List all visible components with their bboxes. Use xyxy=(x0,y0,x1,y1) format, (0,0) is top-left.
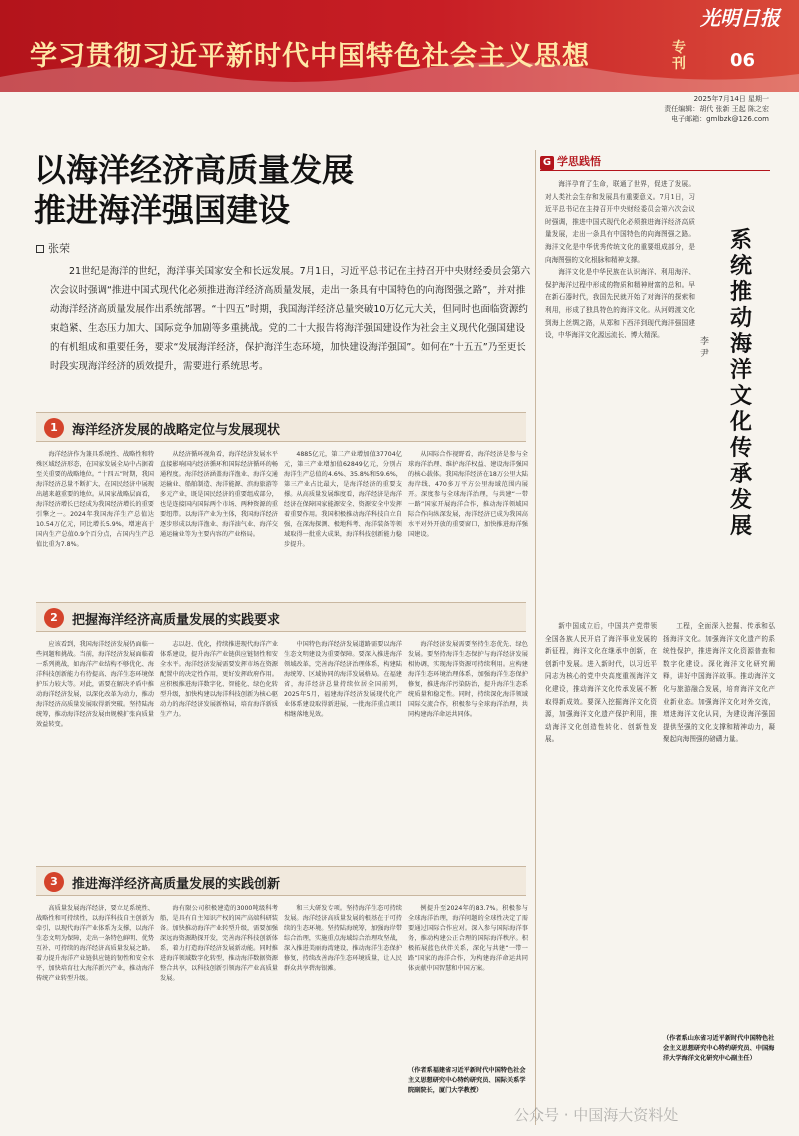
section-1-column-1: 海洋经济作为兼具系统性、战略性和特殊区域经济形态，在国家发展全局中占据着至关重要的战略地位。“十四五”时期，我国海洋经济总量不断扩大，在国民经济中展现出越来越重要的地位。从国家战略层面看，海洋经济增长已经成为我国经济增长的重要引擎之一。2024年我国海洋生产总值达10.54万亿元，同比增长5.9%，增速高于国内生产总值0.9个百分点，占国内生产总值比重为7.8%。 xyxy=(36,451,154,548)
section-3-number: 3 xyxy=(44,872,64,892)
sidebar-column-c: 新中国成立后，中国共产党带领全国各族人民开启了海洋事业发展的新征程，海洋文化在继承中创新，在创新中发展。进入新时代，以习近平同志为核心的党中央高度重视海洋文化建设，推动海洋文化传承发展不断取得新成效。要深入挖掘海洋文化资源，加强海洋文化遗产保护利用，推动海洋文化创造性转化、创新性发展。 xyxy=(545,622,657,744)
watermark: 公众号 · 中国海大资料处 xyxy=(514,1106,679,1124)
sidebar-column-d: 工程，全面深入挖掘、传承和弘扬海洋文化。加强海洋文化遗产的系统性保护，推进海洋文化资源普查和数字化建设。深化海洋文化研究阐释，讲好中国海洋故事。推动海洋文化与旅游融合发展，培育海洋文化产业新业态。加强海洋文化对外交流，增进海洋文化认同，为建设海洋强国提供坚强的文化支撑和精神动力，凝聚起向海图强的磅礴力量。 xyxy=(663,622,775,744)
page-number: 06 xyxy=(730,50,756,71)
section-2-column-4: 海洋经济发展需要坚持生态优先、绿色发展。要坚持海洋生态保护与海洋经济发展相协调，实现海洋资源可持续利用。应构建海洋生态环境治理体系，加强海洋生态保护修复，推进海洋污染防治，提升海洋生态系统质量和稳定性。同时，持续深化海洋领域国际交流合作，积极参与全球海洋治理，共同构建海洋命运共同体。 xyxy=(408,641,528,718)
sidebar-column-a: 海洋孕育了生命，联通了世界，促进了发展。对人类社会生存和发展具有重要意义。7月1日，习近平总书记在主持召开中央财经委员会第六次会议时强调，推进中国式现代化必须推进海洋经济高质量发展，走出一条具有中国特色的向海图强之路。海洋文化是中华优秀传统文化的重要组成部分，是向海图强的文化根脉和精神支撑。 海洋文化是中华民族在认识海洋、利用海洋、保护海洋过程中形成的物质和精神财富的总和。早在新石器时代，我国先民就开始了对海洋的探索和利用，形成了独具特色的海洋文化。从河姆渡文化到海上丝绸之路，从郑和下西洋到现代海洋强国建设，中华海洋文化源远流长、博大精深。 xyxy=(545,180,695,340)
section-3-column-1: 高质量发展海洋经济，要立足系统性、战略性和可持续性，以海洋科技自主创新为牵引，以现代海洋产业体系为支撑，以海洋生态文明为保障，走出一条特色鲜明、优势互补、可持续的海洋经济高质量发展之路。着力提升海洋产业链供应链的韧性和安全水平，加快培育壮大海洋新兴产业，推动海洋传统产业转型升级。 xyxy=(36,905,154,982)
article-author-note: （作者系福建省习近平新时代中国特色社会主义思想研究中心特约研究员、国际关系学院副院长，厦门大学教授） xyxy=(408,1067,526,1094)
masthead-special-label: 专刊 xyxy=(672,40,686,72)
byline-author: 张荣 xyxy=(48,242,70,255)
section-2-column-3: 中国特色海洋经济发展道路需要以海洋生态文明建设为重要保障。要深入推进海洋领域改革，完善海洋经济治理体系，构建陆海统筹、区域协同的海洋发展格局。在福建省，海洋经济总量持续位居全国前列，2025年5月，福建海洋经济发展现代化产业体系建设取得新进展，一批海洋重点项目相继落地见效。 xyxy=(284,641,402,718)
section-3-title: 推进海洋经济高质量发展的实践创新 xyxy=(72,877,281,892)
editor-line: 责任编辑：胡代 张新 王起 陈之宏 xyxy=(664,105,769,113)
section-1-column-3: 4885亿元，第二产业增加值37704亿元，第三产业增加值62849亿元，分别占海洋生产总值的4.6%、35.8%和59.6%，第三产业占比最大，是海洋经济的重要支撑。从高质量发展维度看，海洋经济是海洋经济在保障国家能源安全、资源安全中发挥着重要作用。我国积极推动海洋科技自立自强，在深海探测、极地科考、海洋装备等领域取得一批重大成果，海洋科技创新能力稳步提升。 xyxy=(284,451,402,548)
section-2-column-1: 应该看到，我国海洋经济发展仍面临一些问题和挑战。当前，海洋经济发展面临着一系列挑战，如海洋产业结构不够优化、海洋科技创新能力有待提高、海洋生态环境保护压力较大等。对此，需要在解决矛盾中推动海洋经济发展，以深化改革为动力，推动海洋经济高质量发展取得新突破。坚持陆海统筹，推动海洋经济发展由规模扩张向质量效益转变。 xyxy=(36,641,154,728)
section-1-column-2: 从经济循环视角看，海洋经济发展水平直接影响国内经济循环和国际经济循环的畅通程度。海洋经济涵盖海洋渔业、海洋交通运输业、船舶制造、海洋能源、滨海旅游等多元产业，既是国民经济的重要组成部分，也是连接国内国际两个市场、两种资源的重要纽带。以海洋产业为主体，我国海洋经济逐步形成以海洋渔业、海洋油气业、海洋交通运输业等为主要内容的产业格局。 xyxy=(160,451,278,538)
sidebar-tag-icon: G xyxy=(540,156,554,170)
sidebar-title: 系统推动海洋文化传承发展 xyxy=(729,228,752,539)
section-1-column-4: 从国际合作视野看，海洋经济是参与全球海洋治理、维护海洋权益、建设海洋强国的核心载体。我国海洋经济在18万公里大陆海岸线、470多万平方公里海域范围内展开。深度参与全球海洋治理，与共建“一带一路”国家开展海洋合作，推动海洋领域国际合作向纵深发展，海洋经济已成为我国高水平对外开放的重要窗口，加快推进海洋强国建设。 xyxy=(408,451,528,538)
sidebar-author-note: （作者系山东省习近平新时代中国特色社会主义思想研究中心特约研究员、中国海洋大学海洋文化研究中心副主任） xyxy=(663,1035,775,1062)
masthead-title: 学习贯彻习近平新时代中国特色社会主义思想 xyxy=(30,41,590,72)
column-divider xyxy=(535,150,536,1125)
byline-box-icon xyxy=(36,245,44,253)
headline-line-2: 推进海洋强国建设 xyxy=(34,191,291,229)
lead-paragraph: 21世纪是海洋的世纪，海洋事关国家安全和长远发展。7月1日，习近平总书记在主持召开中央财经委员会第六次会议时强调“推进中国式现代化必须推进海洋经济高质量发展，走出一条具有中国特色的向海图强之路”，并对推动海洋经济高质量发展作出系统部署。“十四五”时期，我国海洋经济总量突破10万亿元大关，但同时也面临资源约束趋紧、生态压力加大、国际竞争加剧等多重挑战。党的二十大报告将海洋强国建设作为社会主义现代化强国建设的有机组成和重要任务，要求“发展海洋经济，保护海洋生态环境，加快建设海洋强国”。如何在“十五五”乃至更长时段实现海洋经济的质效提升，需要进行系统思考。 xyxy=(50,266,531,372)
masthead-banner xyxy=(0,0,799,92)
headline-line-1: 以海洋经济高质量发展 xyxy=(34,151,355,189)
sidebar-byline: 李尹 xyxy=(700,337,710,359)
issue-meta xyxy=(664,94,769,124)
section-1-title: 海洋经济发展的战略定位与发展现状 xyxy=(72,423,281,438)
section-2-number: 2 xyxy=(44,608,64,628)
issue-date: 2025年7月14日 星期一 xyxy=(693,95,769,103)
section-2-column-2: 志以赶、优化，持续推进现代海洋产业体系建设，提升海洋产业链供应链韧性和安全水平。海洋经济发展需要发挥市场在资源配置中的决定性作用，更好发挥政府作用。应积极推进海洋数字化、智能化、绿色化转型升级，加快构建以海洋科技创新为核心驱动力的海洋经济发展新格局，培育海洋新质生产力。 xyxy=(160,641,278,718)
section-1-number: 1 xyxy=(44,418,64,438)
email-line: 电子邮箱：gmlbzk@126.com xyxy=(671,115,769,123)
section-3-column-2: 海有限公司积极建造的3000吨级科考船，是具有自主知识产权的国产高端科研装备。加快推动海洋产业转型升级，需要加强深远海资源勘探开发，完善海洋科技创新体系，着力打造海洋经济发展新动能。同时推进海洋领域数字化转型，推动海洋数据资源整合共享，以科技创新引领海洋产业高质量发展。 xyxy=(160,905,278,982)
section-3-column-3: 和三大研发专项。坚持海洋生态可持续发展。海洋经济高质量发展的根基在于可持续的生态环境。坚持陆海统筹，加强海岸带综合治理，实施重点海域综合治理攻坚战，深入推进美丽海湾建设，推动海洋生态保护修复，持续改善海洋生态环境质量，让人民群众共享碧海银滩。 xyxy=(284,905,402,972)
article-headline xyxy=(34,150,504,230)
section-3-header xyxy=(36,866,526,896)
sidebar-tag-rule xyxy=(540,170,770,171)
section-2-header xyxy=(36,602,526,632)
section-2-title: 把握海洋经济高质量发展的实践要求 xyxy=(72,613,281,628)
newspaper-logo: 光明日报 xyxy=(700,6,780,30)
section-1-header xyxy=(36,412,526,442)
sidebar-tag: G 学思践悟 xyxy=(540,153,601,170)
article-byline xyxy=(36,240,70,256)
section-3-column-4: 例提升至2024年的83.7%。积极参与全球海洋治理，海洋问题的全球性决定了需要通过国际合作应对。深入参与国际海洋事务，推动构建公正合理的国际海洋秩序。积极拓展蓝色伙伴关系，深化与共建“一带一路”国家的海洋合作，为构建海洋命运共同体贡献中国智慧和中国方案。 xyxy=(408,905,528,972)
